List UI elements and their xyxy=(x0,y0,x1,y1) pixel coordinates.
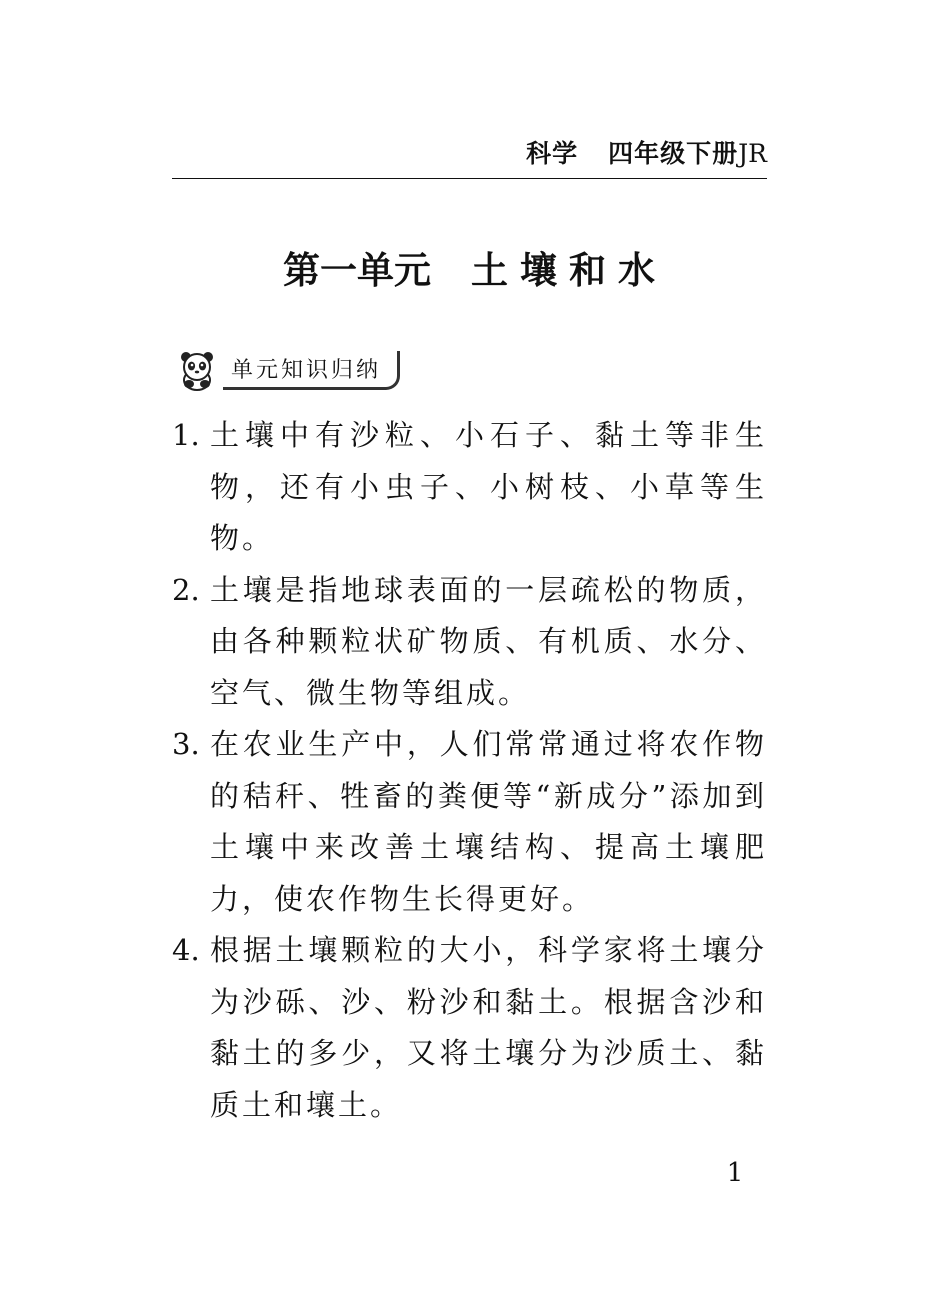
knowledge-item xyxy=(172,565,767,720)
edition-label: JR xyxy=(738,139,767,168)
item-number: 1. xyxy=(172,418,200,452)
item-number: 4. xyxy=(172,933,200,967)
item-text: 土壤中有沙粒、小石子、黏土等非生物，还有小虫子、小树枝、小草等生物。 xyxy=(210,418,767,555)
page-number: 1 xyxy=(726,1158,744,1188)
item-text: 土壤是指地球表面的一层疏松的物质，由各种颗粒状矿物质、有机质、水分、空气、微生物等组成。 xyxy=(210,572,767,710)
unit-title xyxy=(0,240,950,294)
header-rule xyxy=(172,178,767,179)
knowledge-item xyxy=(172,719,767,925)
knowledge-item xyxy=(172,925,767,1131)
running-header xyxy=(172,134,767,178)
section-heading xyxy=(175,348,400,392)
subject-label: 科学 xyxy=(526,139,579,168)
unit-subject: 土壤和水 xyxy=(471,249,667,292)
knowledge-item xyxy=(172,410,767,565)
item-text: 根据土壤颗粒的大小，科学家将土壤分为沙砾、沙、粉沙和黏土。根据含沙和黏土的多少，又将土壤分为沙质土、黏质土和壤土。 xyxy=(210,933,767,1122)
unit-number: 第一单元 xyxy=(283,249,431,292)
section-label: 单元知识归纳 xyxy=(223,351,400,390)
grade-label: 四年级下册 xyxy=(608,139,739,168)
item-number: 3. xyxy=(172,727,200,761)
item-number: 2. xyxy=(172,572,200,607)
knowledge-list xyxy=(172,410,767,1131)
panda-icon xyxy=(175,348,219,392)
item-text: 在农业生产中，人们常常通过将农作物的秸秆、牲畜的粪便等“新成分”添加到土壤中来改善土壤结构、提高土壤肥力，使农作物生长得更好。 xyxy=(210,727,767,916)
